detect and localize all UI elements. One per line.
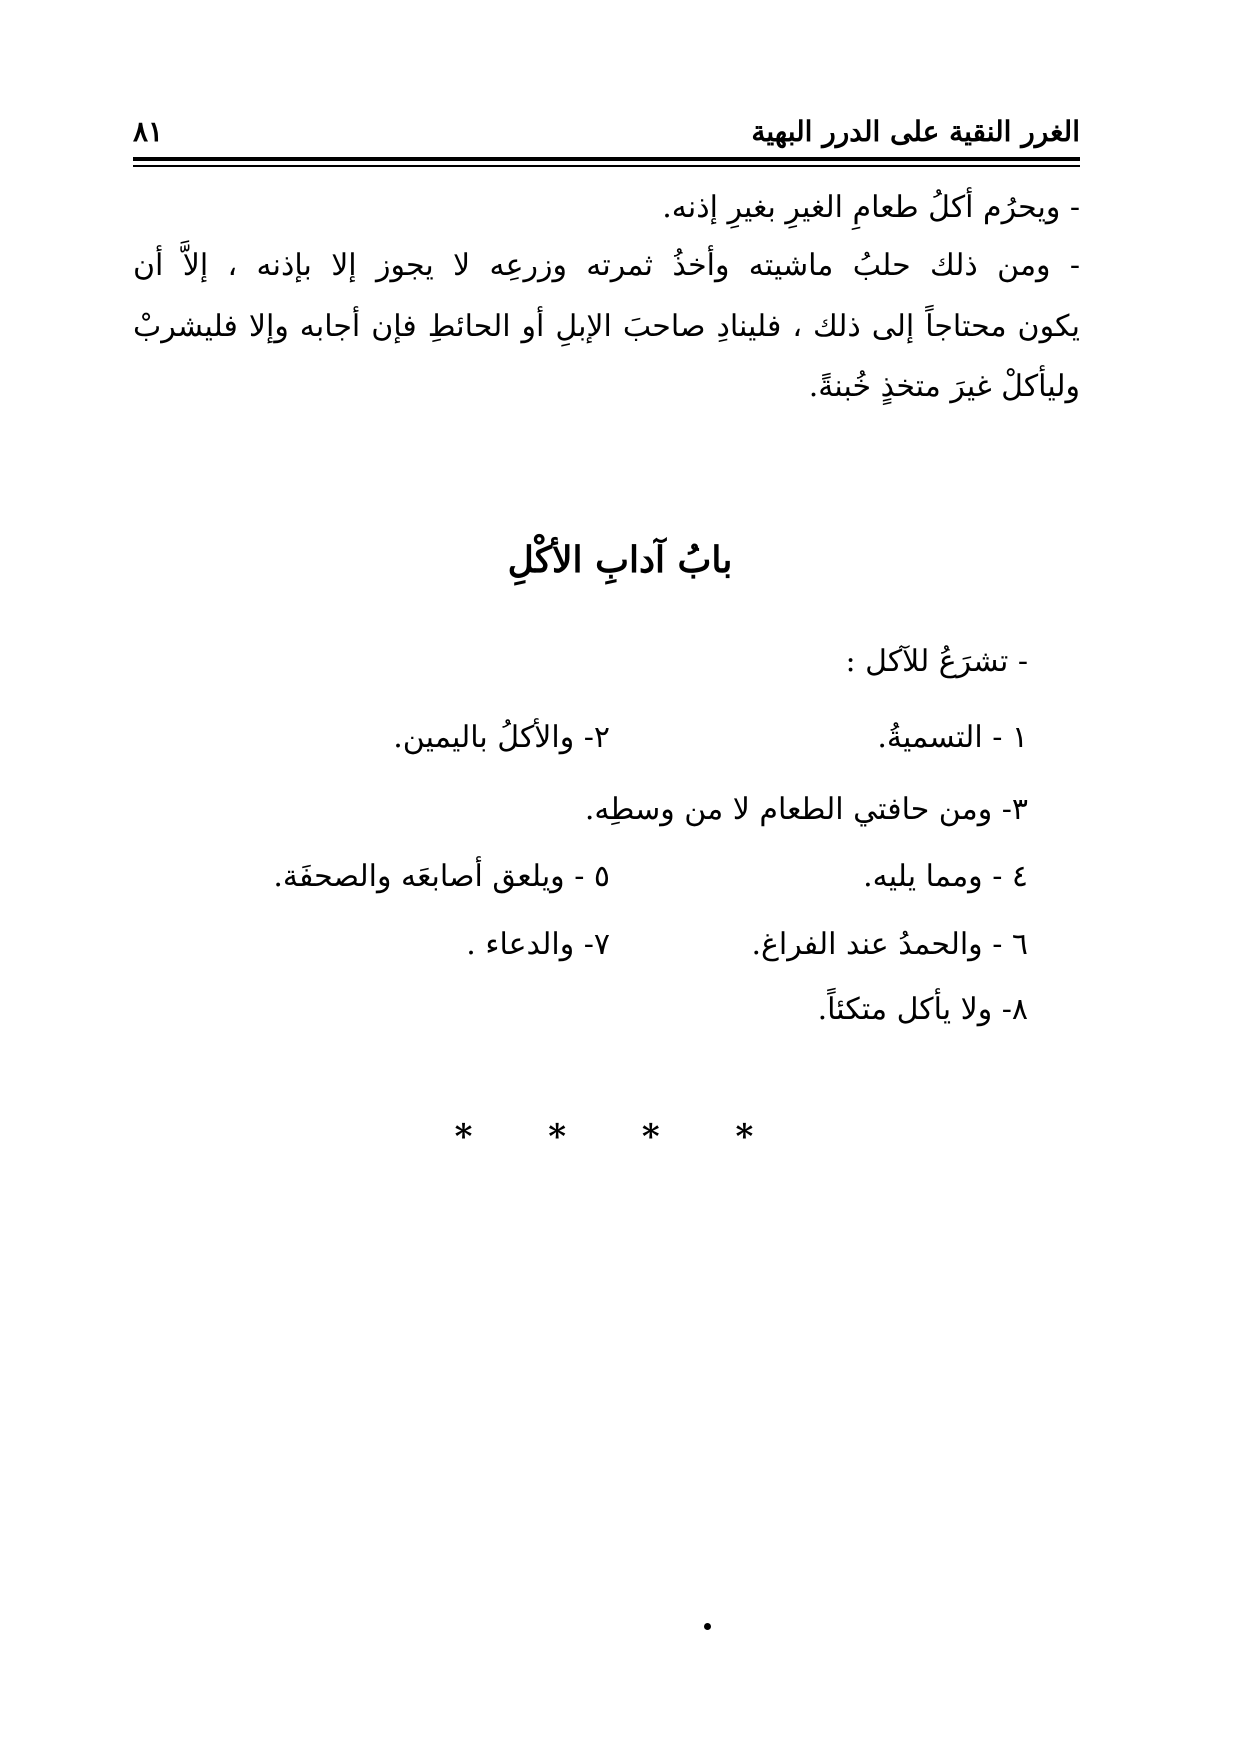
page-header bbox=[133, 112, 1080, 152]
header-rule-thin bbox=[133, 165, 1080, 167]
intro-line-4: وليأكلْ غيرَ متخذٍ خُبنةً. bbox=[808, 369, 1080, 404]
section-lead: - تشرَعُ للآكل : bbox=[845, 644, 1028, 679]
section-heading: بابُ آدابِ الأكْلِ bbox=[507, 539, 733, 581]
section-separator: * * * * bbox=[454, 1117, 786, 1157]
list-item-8: ٨- ولا يأكل متكئاً. bbox=[817, 992, 1028, 1027]
list-item-1: ١ - التسميةُ. bbox=[877, 720, 1028, 755]
list-item-7: ٧- والدعاء . bbox=[466, 927, 610, 962]
intro-line-3: يكون محتاجاً إلى ذلك ، فلينادِ صاحبَ الإبلِ أو الحائطِ فإن أجابه وإلا فليشربْ bbox=[133, 309, 1080, 344]
intro-line-2: - ومن ذلك حلبُ ماشيته وأخذُ ثمرته وزرعِه لا يجوز إلا بإذنه ، إلاَّ أن bbox=[133, 248, 1080, 283]
running-title: الغرر النقية على الدرر البهية bbox=[751, 115, 1080, 148]
header-rule-thick bbox=[133, 157, 1080, 161]
list-item-2: ٢- والأكلُ باليمين. bbox=[393, 720, 610, 755]
list-item-5: ٥ - ويلعق أصابعَه والصحفَة. bbox=[273, 859, 610, 894]
list-item-3: ٣- ومن حافتي الطعام لا من وسطِه. bbox=[584, 792, 1028, 827]
intro-line-1: - ويحرُم أكلُ طعامِ الغيرِ بغيرِ إذنه. bbox=[662, 190, 1080, 225]
page-number: ٨١ bbox=[133, 115, 164, 148]
list-item-4: ٤ - ومما يليه. bbox=[863, 859, 1028, 894]
footer-dot bbox=[704, 1623, 711, 1630]
list-item-6: ٦ - والحمدُ عند الفراغ. bbox=[751, 927, 1028, 962]
